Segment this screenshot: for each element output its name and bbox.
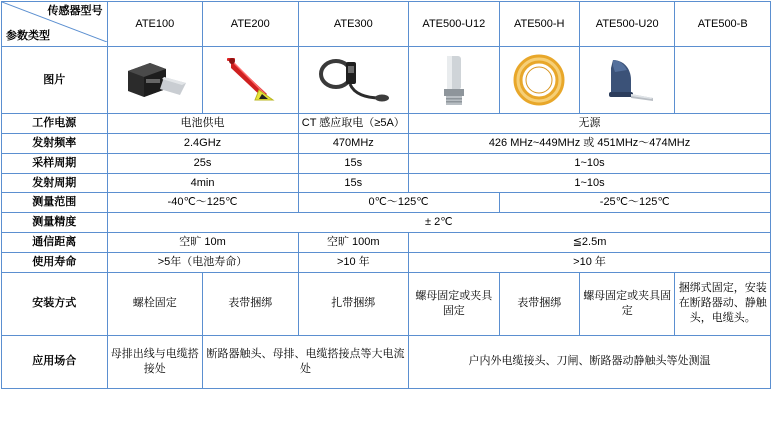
orange-ring-ct-icon <box>511 54 567 106</box>
power-value-passive: 无源 <box>409 114 771 134</box>
row-label-frequency: 发射频率 <box>2 133 108 153</box>
row-label-accuracy: 测量精度 <box>2 213 108 233</box>
model-header-ate300: ATE300 <box>298 2 409 47</box>
blank-icon <box>677 50 768 110</box>
row-frequency <box>2 133 771 153</box>
application-value-1: 母排出线与电缆搭接处 <box>107 335 202 388</box>
sampling-value-1: 25s <box>107 153 298 173</box>
row-mounting <box>2 272 771 335</box>
mounting-value-ate300: 扎带捆绑 <box>298 272 409 335</box>
row-power <box>2 114 771 134</box>
transmit-value-2: 15s <box>298 173 409 193</box>
frequency-value-2: 470MHz <box>298 133 409 153</box>
product-image-ate500-b <box>675 47 771 114</box>
power-value-battery: 电池供电 <box>107 114 298 134</box>
row-distance <box>2 233 771 253</box>
table-header-row <box>2 2 771 47</box>
row-label-transmit: 发射周期 <box>2 173 108 193</box>
application-value-2: 断路器触头、母排、电缆搭接点等大电流处 <box>203 335 409 388</box>
mounting-value-ate500-u20: 螺母固定或夹具固定 <box>579 272 674 335</box>
distance-value-1: 空旷 10m <box>107 233 298 253</box>
power-value-ct: CT 感应取电（≥5A） <box>298 114 409 134</box>
mounting-value-ate200: 表带捆绑 <box>203 272 298 335</box>
product-image-ate500-u12 <box>409 47 499 114</box>
cylindrical-sensor-icon <box>434 52 474 108</box>
ct-clamp-sensor-icon <box>310 54 396 106</box>
row-label-sampling: 采样周期 <box>2 153 108 173</box>
model-header-ate500-b: ATE500-B <box>675 2 771 47</box>
mounting-value-ate500-u12: 螺母固定或夹具固定 <box>409 272 499 335</box>
row-label-lifetime: 使用寿命 <box>2 252 108 272</box>
product-image-ate200 <box>203 47 298 114</box>
row-label-application: 应用场合 <box>2 335 108 388</box>
row-label-mounting: 安装方式 <box>2 272 108 335</box>
black-box-sensor-icon <box>120 57 190 103</box>
row-lifetime <box>2 252 771 272</box>
mounting-value-ate500-h: 表带捆绑 <box>499 272 579 335</box>
application-value-3: 户内外电缆接头、刀闸、断路器动静触头等处测温 <box>409 335 771 388</box>
range-value-3: -25℃～125℃ <box>499 193 770 213</box>
red-probe-sensor-icon <box>215 54 285 106</box>
range-value-1: -40℃～125℃ <box>107 193 298 213</box>
mounting-value-ate500-b: 捆绑式固定，安装在断路器动、静触头，电缆头。 <box>675 272 771 335</box>
row-transmit <box>2 173 771 193</box>
frequency-value-1: 2.4GHz <box>107 133 298 153</box>
model-header-ate500-u12: ATE500-U12 <box>409 2 499 47</box>
lifetime-value-1: >5年（电池寿命） <box>107 252 298 272</box>
row-range <box>2 193 771 213</box>
model-header-ate500-u20: ATE500-U20 <box>579 2 674 47</box>
product-image-ate500-h <box>499 47 579 114</box>
row-accuracy <box>2 213 771 233</box>
distance-value-3: ≦2.5m <box>409 233 771 253</box>
image-row <box>2 47 771 114</box>
lifetime-value-2: >10 年 <box>298 252 409 272</box>
corner-header-cell <box>2 2 108 47</box>
product-image-ate300 <box>298 47 409 114</box>
sensor-spec-table <box>1 1 771 389</box>
sampling-value-3: 1~10s <box>409 153 771 173</box>
model-header-ate500-h: ATE500-H <box>499 2 579 47</box>
row-label-power: 工作电源 <box>2 114 108 134</box>
product-image-ate100 <box>107 47 202 114</box>
row-sampling <box>2 153 771 173</box>
corner-top-label: 传感器型号 <box>47 5 103 17</box>
row-label-range: 测量范围 <box>2 193 108 213</box>
model-header-ate200: ATE200 <box>203 2 298 47</box>
range-value-2: 0℃～125℃ <box>298 193 499 213</box>
accuracy-value: ± 2℃ <box>107 213 770 233</box>
sampling-value-2: 15s <box>298 153 409 173</box>
mounting-value-ate100: 螺栓固定 <box>107 272 202 335</box>
transmit-value-3: 1~10s <box>409 173 771 193</box>
blue-block-sensor-icon <box>595 54 659 106</box>
row-label-image: 图片 <box>2 47 108 114</box>
corner-bottom-label: 参数类型 <box>6 30 50 43</box>
distance-value-2: 空旷 100m <box>298 233 409 253</box>
row-label-distance: 通信距离 <box>2 233 108 253</box>
lifetime-value-3: >10 年 <box>409 252 771 272</box>
model-header-ate100: ATE100 <box>107 2 202 47</box>
transmit-value-1: 4min <box>107 173 298 193</box>
frequency-value-3: 426 MHz~449MHz 或 451MHz～474MHz <box>409 133 771 153</box>
row-application <box>2 335 771 388</box>
product-image-ate500-u20 <box>579 47 674 114</box>
